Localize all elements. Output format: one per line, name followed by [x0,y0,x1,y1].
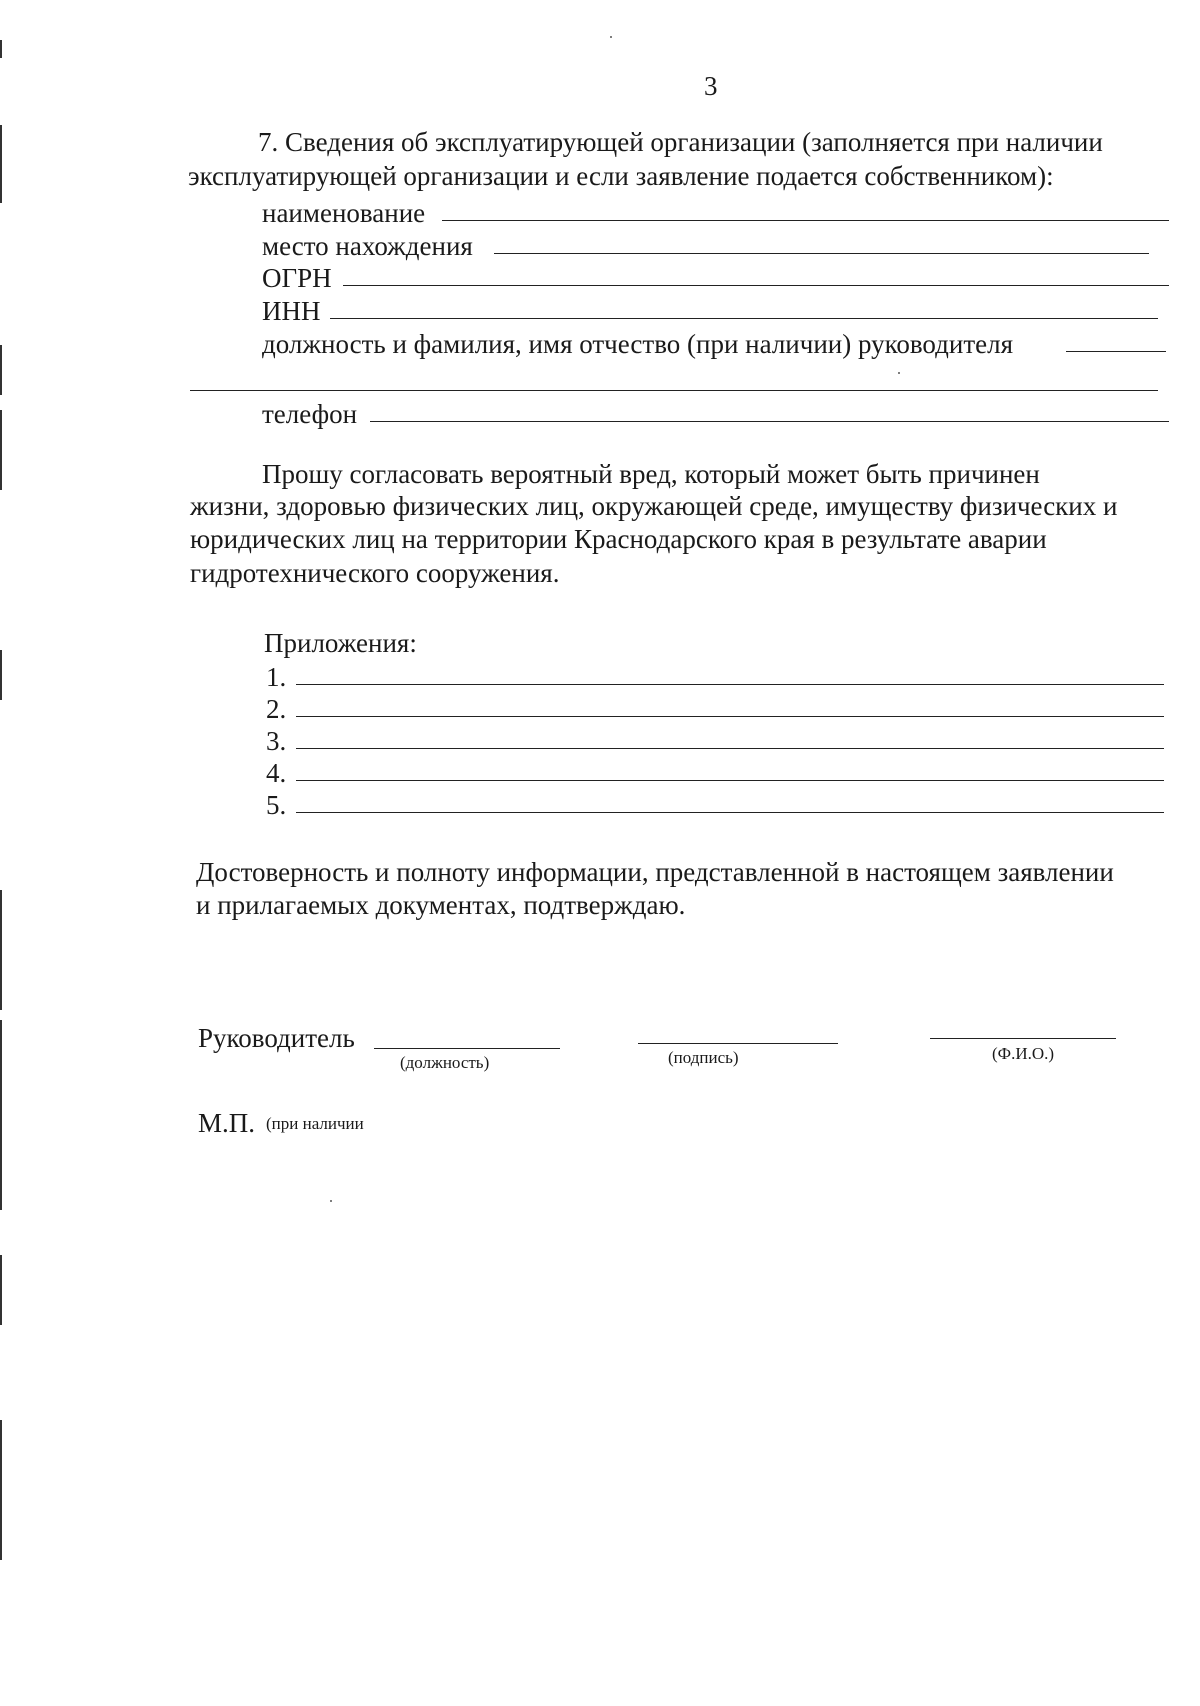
field-line-name[interactable] [442,220,1169,221]
field-line-head[interactable] [1066,351,1166,352]
position-line[interactable] [374,1048,560,1049]
scan-edge-mark [0,890,2,1010]
request-line-1: Прошу согласовать вероятный вред, который может быть причинен [262,459,1040,489]
section-heading-line-1: 7. Сведения об эксплуатирующей организации (заполняется при наличии [258,127,1103,157]
attachment-number-2: 2. [266,694,287,724]
name-line[interactable] [930,1038,1116,1039]
scan-edge-mark [0,650,2,700]
request-line-4: гидротехнического сооружения. [190,558,560,588]
scan-edge-mark [0,1420,2,1560]
position-caption: (должность) [400,1053,490,1072]
attachment-line-1[interactable] [296,684,1164,685]
attachment-line-3[interactable] [296,748,1164,749]
scan-speck [898,372,900,374]
scan-edge-mark [0,1255,2,1325]
scan-edge-mark [0,1020,2,1210]
stamp-note: (при наличии [266,1114,364,1133]
scan-edge-mark [0,410,2,490]
field-line-phone[interactable] [370,421,1169,422]
field-label-phone: телефон [262,399,358,429]
scan-speck [330,1200,332,1202]
signature-line[interactable] [638,1043,838,1044]
head-label: Руководитель [198,1023,355,1053]
page-number: 3 [704,71,718,101]
attachments-title: Приложения: [264,628,417,658]
attachment-number-4: 4. [266,758,287,788]
scan-edge-mark [0,345,2,395]
field-label-inn: ИНН [262,296,321,326]
field-label-location: место нахождения [262,231,473,261]
stamp-label: М.П. [198,1108,256,1138]
field-label-name: наименование [262,198,426,228]
confirmation-line-2: и прилагаемых документах, подтверждаю. [196,890,686,920]
attachment-line-2[interactable] [296,716,1164,717]
field-line-inn[interactable] [330,318,1158,319]
attachment-number-1: 1. [266,662,287,692]
section-heading-line-2: эксплуатирующей организации и если заявление подается собственником): [188,161,1054,191]
field-line-location[interactable] [494,253,1149,254]
field-line-ogrn[interactable] [343,285,1169,286]
scan-speck [610,36,612,38]
name-caption: (Ф.И.О.) [992,1044,1055,1063]
field-label-ogrn: ОГРН [262,263,332,293]
confirmation-line-1: Достоверность и полноту информации, представленной в настоящем заявлении [196,857,1114,887]
request-line-2: жизни, здоровью физических лиц, окружающей среде, имуществу физических и [190,491,1118,521]
field-line-head-continued[interactable] [190,390,1158,391]
field-label-head: должность и фамилия, имя отчество (при наличии) руководителя [262,329,1014,359]
request-line-3: юридических лиц на территории Краснодарского края в результате аварии [190,524,1047,554]
attachment-number-5: 5. [266,790,287,820]
attachment-number-3: 3. [266,726,287,756]
scan-edge-mark [0,125,2,203]
signature-caption: (подпись) [668,1048,739,1067]
attachment-line-4[interactable] [296,780,1164,781]
attachment-line-5[interactable] [296,812,1164,813]
scan-edge-mark [0,40,2,58]
